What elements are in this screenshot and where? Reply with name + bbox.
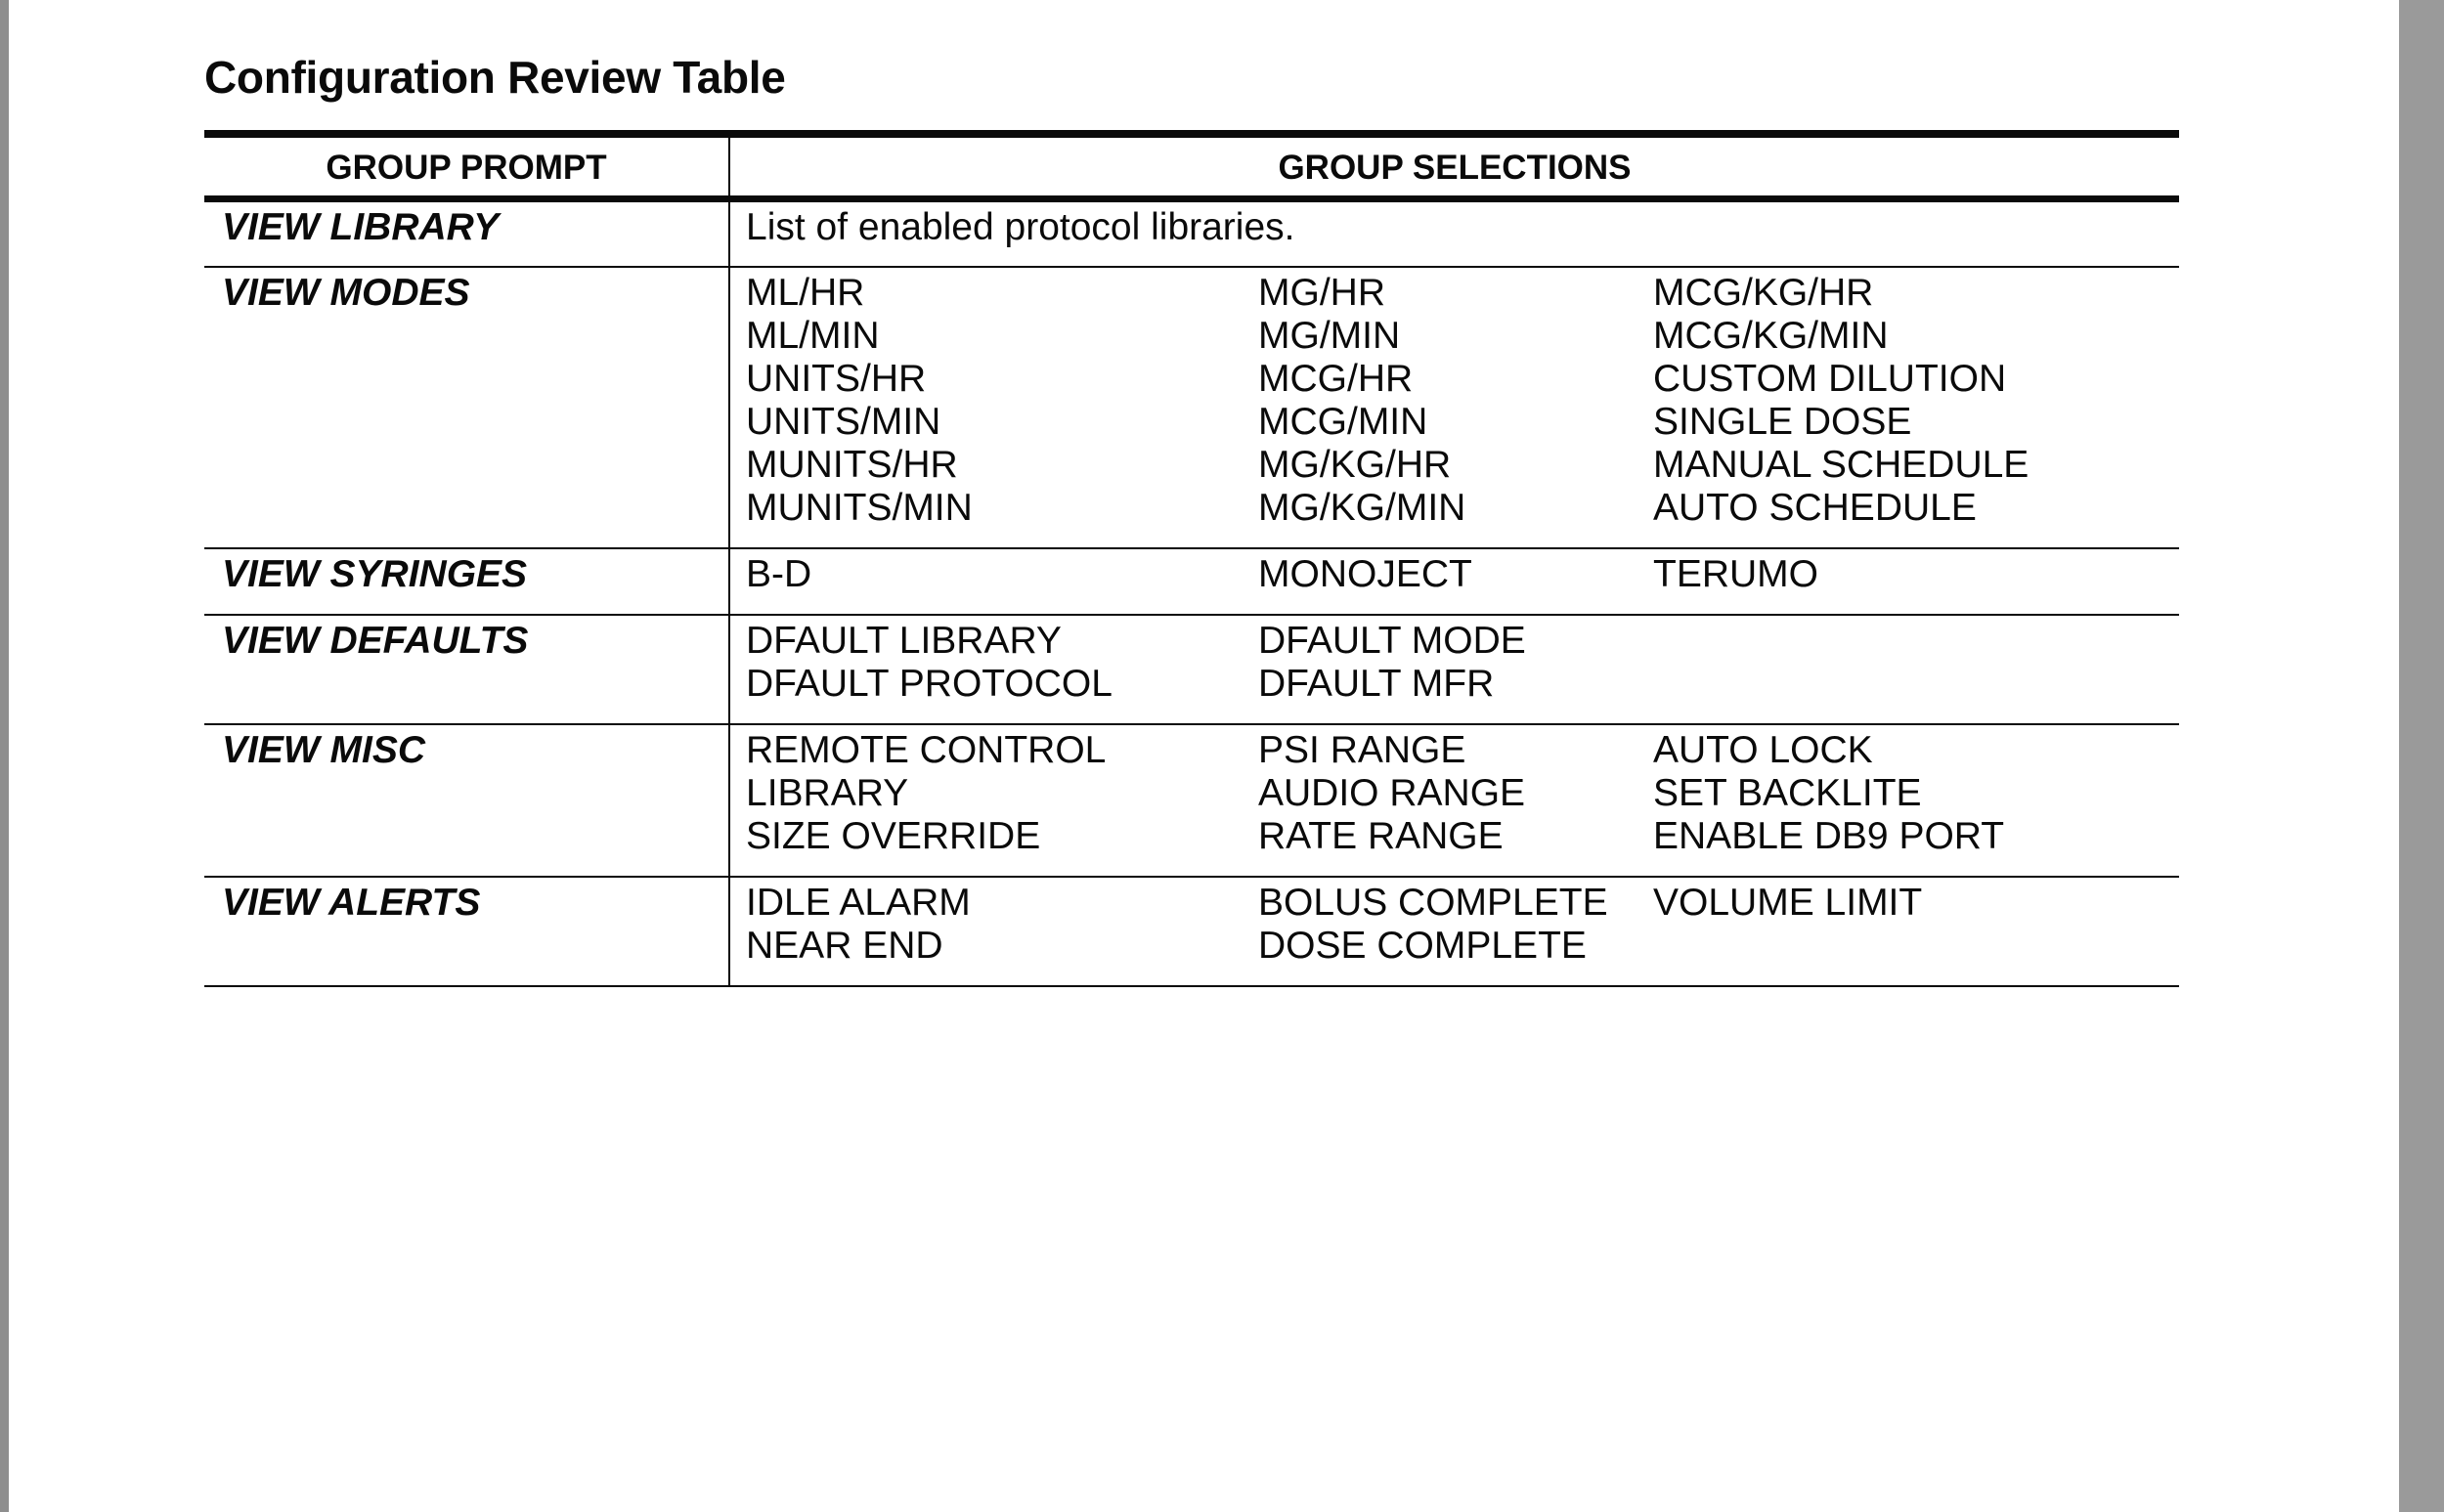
table-row-view-defaults	[204, 616, 2179, 725]
selection-item: ML/MIN	[746, 315, 880, 357]
selection-column-2	[1258, 882, 1653, 985]
group-selections-cell	[730, 725, 2179, 876]
selection-item: SET BACKLITE	[1653, 772, 1922, 814]
selection-item: MCG/MIN	[1258, 401, 1428, 443]
selection-column-1	[746, 620, 1258, 723]
selection-item: REMOTE CONTROL	[746, 729, 1107, 771]
selection-column-1	[746, 882, 1258, 985]
selection-item: MUNITS/MIN	[746, 487, 973, 529]
selection-column-2	[1258, 553, 1653, 614]
selection-item: RATE RANGE	[1258, 815, 1504, 857]
table-row-view-syringes	[204, 549, 2179, 616]
selection-item: ML/HR	[746, 272, 865, 314]
viewer-left-edge	[0, 0, 9, 1512]
table-row-view-alerts	[204, 878, 2179, 987]
selection-item: LIBRARY	[746, 772, 909, 814]
selection-column-1	[746, 553, 1258, 614]
selection-item: DFAULT PROTOCOL	[746, 663, 1113, 705]
group-selections-cell	[730, 202, 2179, 266]
selection-item: DFAULT LIBRARY	[746, 620, 1062, 662]
selection-column-1	[746, 272, 1258, 547]
selection-item: UNITS/HR	[746, 358, 927, 400]
selection-column-2	[1258, 272, 1653, 547]
header-group-prompt: GROUP PROMPT	[204, 138, 730, 195]
selection-column-1	[746, 729, 1258, 876]
selection-item: MCG/HR	[1258, 358, 1414, 400]
group-selections-cell	[730, 268, 2179, 547]
group-prompt-cell: VIEW MODES	[204, 268, 730, 547]
table-row-view-modes	[204, 268, 2179, 549]
selection-item: ENABLE DB9 PORT	[1653, 815, 2005, 857]
selection-column-3	[1653, 729, 2179, 876]
selection-item: MG/HR	[1258, 272, 1385, 314]
selection-item: MG/KG/HR	[1258, 444, 1452, 486]
selection-item: DFAULT MFR	[1258, 663, 1495, 705]
configuration-review-table	[204, 130, 2179, 987]
group-prompt-cell: VIEW ALERTS	[204, 878, 730, 985]
selection-item: NEAR END	[746, 925, 943, 967]
selection-column-3	[1653, 272, 2179, 547]
selection-item: MUNITS/HR	[746, 444, 958, 486]
group-selections-cell	[730, 878, 2179, 985]
selection-column-3	[1653, 882, 2179, 985]
group-prompt-cell: VIEW MISC	[204, 725, 730, 876]
selection-item: MANUAL SCHEDULE	[1653, 444, 2029, 486]
group-prompt-cell: VIEW SYRINGES	[204, 549, 730, 614]
table-title: Configuration Review Table	[204, 52, 786, 103]
document-page	[9, 0, 2399, 1512]
selection-item: DFAULT MODE	[1258, 620, 1526, 662]
selection-item: AUTO SCHEDULE	[1653, 487, 1977, 529]
selection-item: UNITS/MIN	[746, 401, 941, 443]
selection-item: BOLUS COMPLETE	[1258, 882, 1608, 924]
selection-item: MCG/KG/MIN	[1653, 315, 1889, 357]
selection-item: VOLUME LIMIT	[1653, 882, 1923, 924]
selection-column-2	[1258, 729, 1653, 876]
header-group-selections: GROUP SELECTIONS	[1278, 149, 1632, 187]
selection-column-3	[1653, 553, 2179, 614]
selection-item: SINGLE DOSE	[1653, 401, 1912, 443]
selection-item: CUSTOM DILUTION	[1653, 358, 2007, 400]
selection-column-2	[1258, 620, 1653, 723]
selection-item: AUTO LOCK	[1653, 729, 1873, 771]
selection-item: MONOJECT	[1258, 553, 1472, 595]
group-prompt-cell: VIEW DEFAULTS	[204, 616, 730, 723]
table-row-view-misc	[204, 725, 2179, 878]
selection-item: TERUMO	[1653, 553, 1818, 595]
table-header-row	[204, 138, 2179, 202]
selection-item: AUDIO RANGE	[1258, 772, 1526, 814]
selection-item: MG/MIN	[1258, 315, 1401, 357]
selection-item: IDLE ALARM	[746, 882, 971, 924]
selection-text: List of enabled protocol libraries.	[746, 206, 1295, 248]
selection-item: DOSE COMPLETE	[1258, 925, 1587, 967]
selection-item: MCG/KG/HR	[1653, 272, 1874, 314]
viewer-right-edge	[2399, 0, 2444, 1512]
selection-item: MG/KG/MIN	[1258, 487, 1466, 529]
table-row-view-library	[204, 202, 2179, 268]
selection-item: SIZE OVERRIDE	[746, 815, 1041, 857]
group-selections-cell	[730, 616, 2179, 723]
group-prompt-cell: VIEW LIBRARY	[204, 202, 730, 266]
selection-item: B-D	[746, 553, 812, 595]
group-selections-cell	[730, 549, 2179, 614]
selection-item: PSI RANGE	[1258, 729, 1466, 771]
